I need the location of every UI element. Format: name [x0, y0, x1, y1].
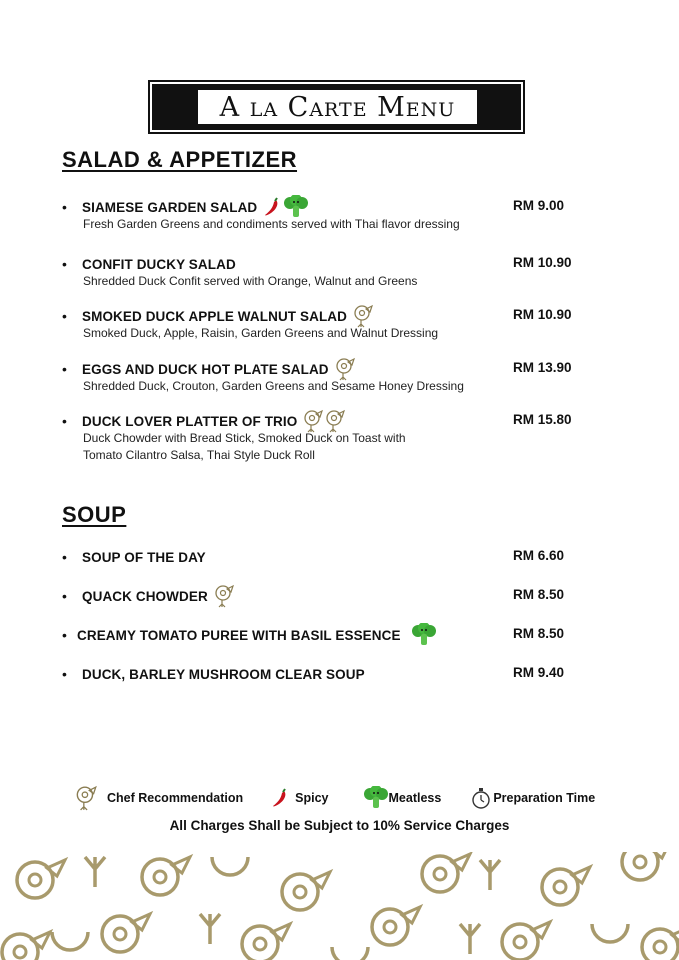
duck-head-icon — [325, 409, 345, 433]
stopwatch-icon — [471, 786, 491, 810]
item-name: SOUP OF THE DAY — [82, 549, 206, 565]
legend-label: Meatless — [388, 791, 442, 805]
legend-preparation-time — [471, 786, 595, 810]
item-price: RM 10.90 — [513, 307, 572, 322]
item-name: QUACK CHOWDER — [82, 588, 208, 604]
menu-item-siamese-garden-salad — [62, 198, 622, 233]
bullet: • — [62, 549, 67, 565]
icon-legend — [75, 784, 615, 812]
menu-item-quack-chowder — [62, 587, 622, 605]
menu-title-banner — [150, 82, 523, 132]
menu-title: A la Carte Menu — [219, 91, 456, 123]
section-title-soup: SOUP — [62, 502, 127, 527]
item-name: DUCK LOVER PLATTER OF TRIO — [82, 413, 298, 429]
legend-label: Preparation Time — [493, 791, 596, 805]
item-price: RM 10.90 — [513, 255, 572, 270]
menu-item-soup-of-the-day — [62, 548, 622, 566]
menu-item-duck-lover-platter — [62, 412, 622, 464]
bullet: • — [62, 256, 67, 272]
item-name: DUCK, BARLEY MUSHROOM CLEAR SOUP — [82, 666, 365, 682]
item-price: RM 9.00 — [513, 198, 565, 213]
item-description-line-2: Tomato Cilantro Salsa, Thai Style Duck Roll — [83, 448, 315, 462]
item-price: RM 8.50 — [513, 587, 565, 602]
bullet: • — [62, 413, 67, 429]
duck-head-icon — [75, 785, 97, 811]
duck-head-icon — [303, 409, 323, 433]
legend-spicy — [271, 788, 328, 808]
item-name: SMOKED DUCK APPLE WALNUT SALAD — [82, 308, 347, 324]
item-description: Smoked Duck, Apple, Raisin, Garden Greens and Walnut Dressing — [83, 326, 439, 340]
menu-title-box — [196, 88, 479, 126]
duck-head-icon — [353, 304, 373, 328]
chili-icon — [263, 197, 281, 217]
item-price: RM 15.80 — [513, 412, 572, 427]
section-title-salad: SALAD & APPETIZER — [62, 147, 298, 172]
item-name: CREAMY TOMATO PUREE WITH BASIL ESSENCE — [77, 627, 401, 643]
broccoli-icon — [283, 195, 309, 219]
menu-item-smoked-duck-apple-walnut-salad — [62, 307, 622, 342]
decorative-duck-pattern — [0, 852, 679, 960]
item-name: SIAMESE GARDEN SALAD — [82, 199, 258, 215]
item-description-line-1: Duck Chowder with Bread Stick, Smoked Duck on Toast with — [83, 431, 406, 445]
item-name: EGGS AND DUCK HOT PLATE SALAD — [82, 361, 329, 377]
item-description: Fresh Garden Greens and condiments served with Thai flavor dressing — [83, 217, 460, 231]
item-price: RM 13.90 — [513, 360, 572, 375]
item-price: RM 9.40 — [513, 665, 565, 680]
item-description: Shredded Duck, Crouton, Garden Greens and Sesame Honey Dressing — [83, 379, 464, 393]
legend-chef-recommendation — [75, 785, 243, 811]
bullet: • — [62, 308, 67, 324]
legend-label: Chef Recommendation — [107, 791, 244, 805]
item-price: RM 6.60 — [513, 548, 565, 563]
bullet: • — [62, 627, 67, 643]
item-description: Shredded Duck Confit served with Orange, Walnut and Greens — [83, 274, 418, 288]
bullet: • — [62, 666, 67, 682]
duck-head-icon — [214, 584, 234, 608]
menu-item-confit-ducky-salad — [62, 255, 622, 290]
bullet: • — [62, 361, 67, 377]
item-price: RM 8.50 — [513, 626, 565, 641]
legend-label: Spicy — [295, 791, 329, 805]
menu-item-duck-barley-mushroom-soup — [62, 665, 622, 683]
broccoli-icon — [411, 623, 437, 647]
menu-item-creamy-tomato-puree — [62, 626, 622, 644]
bullet: • — [62, 588, 67, 604]
chili-icon — [271, 788, 289, 808]
legend-meatless — [363, 786, 442, 810]
item-name: CONFIT DUCKY SALAD — [82, 256, 236, 272]
broccoli-icon — [363, 786, 389, 810]
menu-item-eggs-and-duck-hot-plate-salad — [62, 360, 622, 395]
duck-head-icon — [335, 357, 355, 381]
bullet: • — [62, 199, 67, 215]
service-charge-note: All Charges Shall be Subject to 10% Service Charges — [169, 818, 510, 833]
